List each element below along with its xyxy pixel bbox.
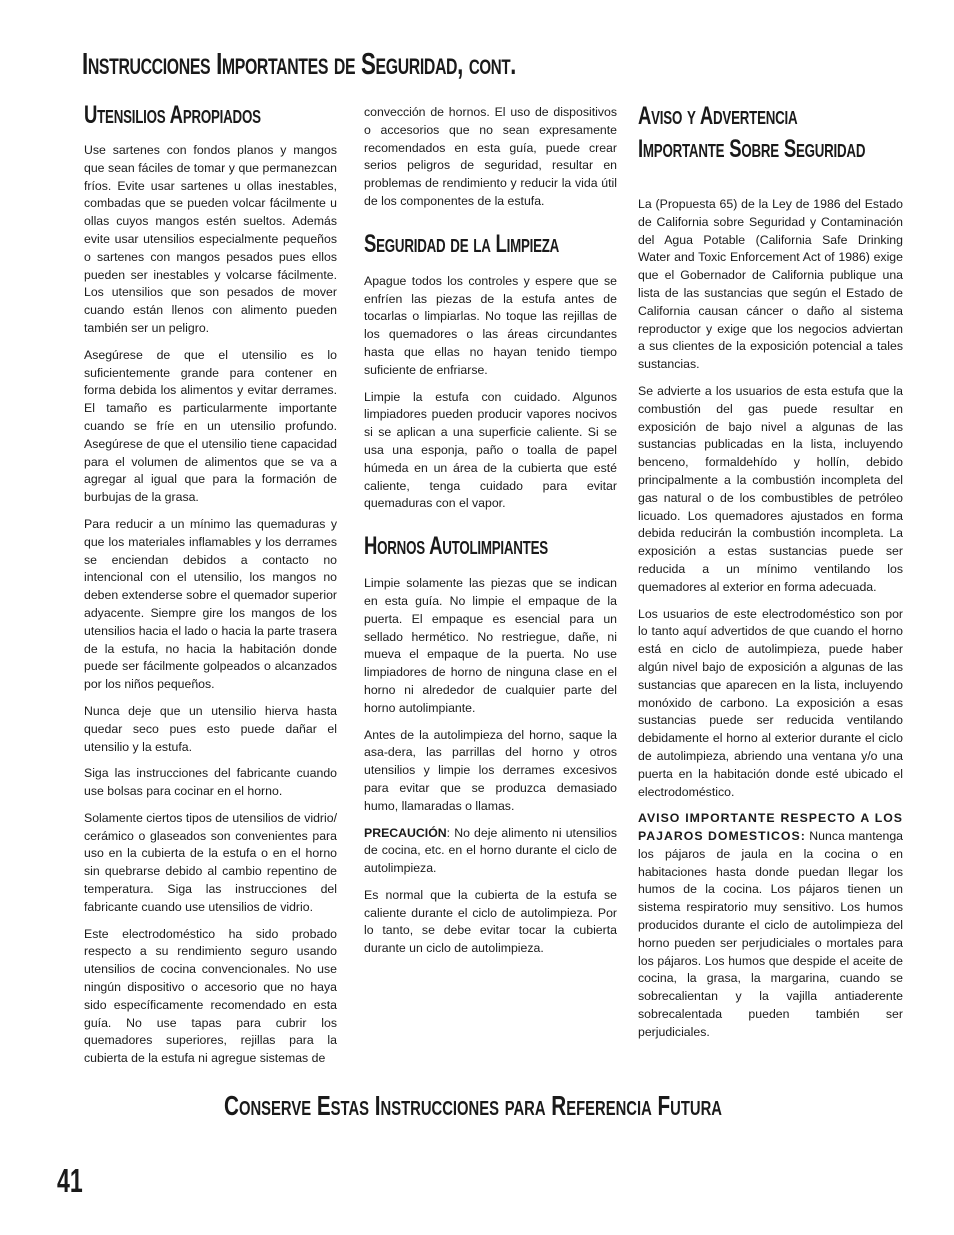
heading-self-cleaning-ovens: Hornos Autolimpiantes (364, 532, 548, 561)
column-utensils (84, 100, 337, 1077)
paragraph: La (Propuesta 65) de la Ley de 1986 del Estado de California sobre Seguridad y Contaminación del Agua Potable (California Safe Drinking Water and Toxic Enforcement Act of 1986) exige que el Gobernador de California publique una lista de las sustancias que según el Estado de California causan cáncer o daño al sistema reproductor y exige que los negocios adviertan a sus clientes de la exposición potencial a tales sustancias. (638, 197, 903, 372)
paragraph: Antes de la autolimpieza del horno, saque la asa-dera, las parrillas del horno y otros utensilios y limpie los derrames excesivos para evitar que se produzca demasiado humo, llamaradas o llamas. (364, 727, 617, 813)
caution-text: : No deje alimento ni utensilios de cocina, etc. en el horno durante el ciclo de autolimpieza. (364, 825, 617, 876)
paragraph: Para reducir a un mínimo las quemaduras y que los materiales inflamables y los derrames se enciendan debidos a contacto no intencional con el utensilio, los mangos no deben extenderse sobre el quemador superior adyacente. Siempre gire los mangos de los utensilios hacia el lado o hacia la parte trasera de la estufa, no hacia la habitación donde puede ser fácilmente golpeados o alcanzados por los niños pequeños. (84, 516, 337, 692)
paragraph: Limpie la estufa con cuidado. Algunos limpiadores pueden producir vapores nocivos si se aplican a una superficie caliente. Si se usa una esponja, paño o toalla de papel húmeda en un área de la cubierta que esté caliente, tenga cuidado para evitar quemaduras con el vapor. (364, 389, 617, 511)
column-cleaning (364, 104, 617, 967)
heading-cleaning-safety: Seguridad de la Limpieza (364, 229, 560, 258)
footer-title: Conserve Estas Instrucciones para Referencia Futura (224, 1090, 722, 1121)
paragraph: Asegúrese de que el utensilio es lo suficientemente grande para contener en forma debida los alimentos y evitar derrames. El tamaño es particularmente importante cuando se fríe en un utensilio profundo. Asegúrese de que el utensilio tiene capacidad para el volumen de alimentos que se va a agregar al igual que para la formación de burbujas de la grasa. (84, 347, 337, 505)
heading-warning-line2: Importante Sobre Seguridad (638, 135, 866, 163)
paragraph: Nunca deje que un utensilio hierva hasta quedar seco pues esto puede dañar el utensilio y la estufa. (84, 703, 337, 754)
paragraph: Siga las instrucciones del fabricante cuando use bolsas para cocinar en el horno. (84, 766, 337, 799)
page-title-suffix: cont. (468, 48, 516, 81)
paragraph: Este electrodoméstico ha sido probado respecto a su rendimiento seguro usando utensilios de cocina convencionales. No use ningún dispositivo o accesorio que no haya sido específicamente recomendado en esta guía. No use tapas para cubrir los quemadores superiores, rejillas para la cubierta de la estufa ni agregue sistemas de (84, 926, 337, 1066)
page-number: 41 (57, 1162, 83, 1199)
birds-notice-text: Nunca mantenga los pájaros de jaula en la cocina o en habitaciones hasta donde puedan llegar los humos de la cocina. Los pájaros tienen un sistema respiratorio muy sensitivo. Los humos producidos durante el ciclo de autolimpieza del horno pueden ser perjudiciales o mortales para los pájaros. Los humos que despide el aceite de cocina, la grasa, la margarina, cuando se sobrecalientan y la vajilla antiaderente sobrecalentada pueden también ser perjudiciales. (638, 829, 904, 1039)
page-title-main: Instrucciones Importantes de Seguridad, (82, 46, 463, 81)
birds-notice-label: AVISO IMPORTANTE RESPECTO A LOS PAJAROS DOMESTICOS: (638, 811, 903, 844)
paragraph: Los usuarios de este electrodoméstico son por lo tanto aquí advertidos de que cuando el horno está en ciclo de autolimpieza, puede haber algún nivel bajo de exposición a algunas de las sustancias que aparecen en la lista, incluyendo monóxido de carbono. La exposición a esas sustancias puede ser reducida ventilando debidamente el horno al exterior durante el ciclo de autolimpieza, abriendo una ventana y/o una puerta en la habitación donde esté ubicado el electrodoméstico. (638, 606, 903, 799)
paragraph-birds-notice (638, 810, 903, 1041)
paragraph: Solamente ciertos tipos de utensilios de vidrio/ cerámico o glaseados son convenientes para uso en la cubierta de la estufa o en el horno sin quebrarse debido al cambio repentino de temperatura. Siga las instrucciones del fabricante cuando use utensilios de vidrio. (84, 810, 337, 914)
paragraph-caution (364, 825, 617, 878)
column-warning (638, 100, 903, 1051)
heading-warning (638, 100, 866, 166)
paragraph: Limpie solamente las piezas que se indican en esta guía. No limpie el empaque de la puerta. El empaque es esencial para un sellado hermético. No restriegue, dañe, ni mueva el empaque de la puerta. No use limpiadores de horno de ninguna clase en el horno ni alrededor de cualquier parte del horno autolimpiante. (364, 576, 617, 715)
paragraph: Use sartenes con fondos planos y mangos que sean fáciles de tomar y que permanezcan fríos. Evite usar sartenes u ollas inestables, combadas que se pueden volcar fácilmente u ollas cuyos mangos estén sueltos. Además evite usar utensilios especialmente pequeños o sartenes con mangos pesados pues ellos pueden ser inestables y volcarse fácilmente. Los utensilios que son pesados de mover cuando están llenos con alimento pueden también ser un peligro. (84, 143, 337, 335)
caution-label: PRECAUCIÓN (364, 825, 447, 840)
page-title (82, 36, 516, 93)
heading-utensils: Utensilios Apropiados (84, 101, 261, 129)
paragraph: Es normal que la cubierta de la estufa se caliente durante el ciclo de autolimpieza. Por lo tanto, se debe evitar tocar la cubierta durante un ciclo de autolimpieza. (364, 887, 617, 956)
paragraph: Se advierte a los usuarios de esta estufa que la combustión del gas puede resultar en exposición de bajo nivel a algunas de las sustancias publicadas en la lista, incluyendo benceno, formaldehído y hollín, debido principalmente a la combustión incompleta del gas natural o de los combustibles de petróleo licuado. Los quemadores ajustados en forma debida reducirán la combustión incompleta. La exposición a estas sustancias puede ser reducida a un mínimo ventilando los quemadores al exterior en forma adecuada. (638, 383, 903, 594)
paragraph: Apague todos los controles y espere que se enfríen las piezas de la estufa antes de tocarlas o limpiarlas. No toque las rejillas de los quemadores o las áreas circundantes hasta que ellas no hayan tenido tiempo suficiente de enfriarse. (364, 273, 617, 377)
paragraph: convección de hornos. El uso de dispositivos o accesorios que no sean expresamente recomendados en esta guía, puede crear serios peligros de seguridad, resultar en problemas de rendimiento y reducir la vida útil de los componentes de la estufa. (364, 105, 617, 208)
heading-warning-line1: Aviso y Advertencia (638, 102, 798, 130)
